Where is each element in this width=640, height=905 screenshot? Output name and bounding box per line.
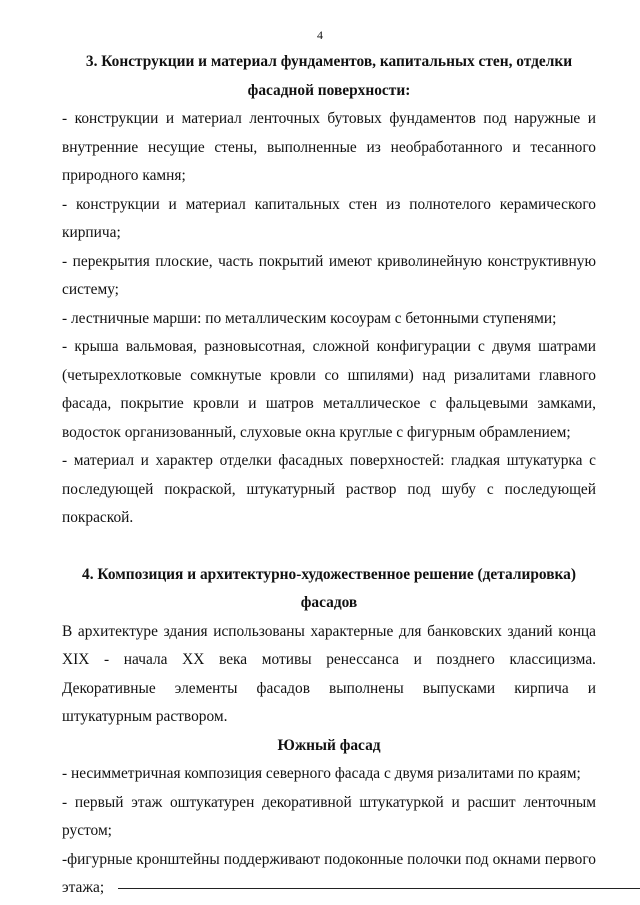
south-facade-subheading: Южный фасад [277, 736, 381, 754]
section-3-item: - материал и характер отделки фасадных поверхностей: гладкая штукатурка с последующей покраской, штукатурный раствор под шубу с последующей покраской. [62, 452, 596, 526]
section-3-item: - конструкции и материал ленточных бутовых фундаментов под наружные и внутренние несущие стены, выполненные из необработанного и тесанного природного камня; [62, 110, 596, 184]
section-4-item: -фигурные кронштейны поддерживают подоконные полочки под окнами первого этажа; [62, 850, 596, 896]
scan-edge-line [118, 888, 640, 889]
section-4-intro: В архитектуре здания использованы характерные для банковских зданий конца XIX - начала XX века мотивы ренессанса и позднего классицизма. Декоративные элементы фасадов выполнены выпусками кирпича и штукатурным раствором. [62, 622, 596, 725]
section-3-item: - конструкции и материал капитальных стен из полнотелого керамического кирпича; [62, 195, 596, 241]
section-3-item: - лестничные марши: по металлическим косоурам с бетонными ступенями; [62, 309, 557, 327]
section-3-item: - перекрытия плоские, часть покрытий имеют криволинейную конструктивную систему; [62, 252, 596, 298]
section-4-item: - первый этаж оштукатурен декоративной штукатуркой и расшит ленточным рустом; [62, 793, 596, 839]
document-body [62, 48, 596, 903]
section-4-item: - несимметричная композиция северного фасада с двумя ризалитами по краям; [62, 765, 581, 782]
section-4-heading: 4. Композиция и архитектурно-художественное решение (деталировка) фасадов [82, 565, 576, 611]
page-number: 4 [317, 28, 323, 42]
section-gap [62, 533, 596, 561]
section-3-item: - крыша вальмовая, разновысотная, сложной конфигурации с двумя шатрами (четырехлотковые сомкнутые кровли со шпилями) над ризалитами главного фасада, покрытие кровли и шатров металлическое с фальцевыми замками, водосток организованный, слуховые окна круглые с фигурным обрамлением; [62, 338, 596, 441]
section-3-heading: 3. Конструкции и материал фундаментов, капитальных стен, отделки фасадной поверхности: [85, 53, 573, 99]
